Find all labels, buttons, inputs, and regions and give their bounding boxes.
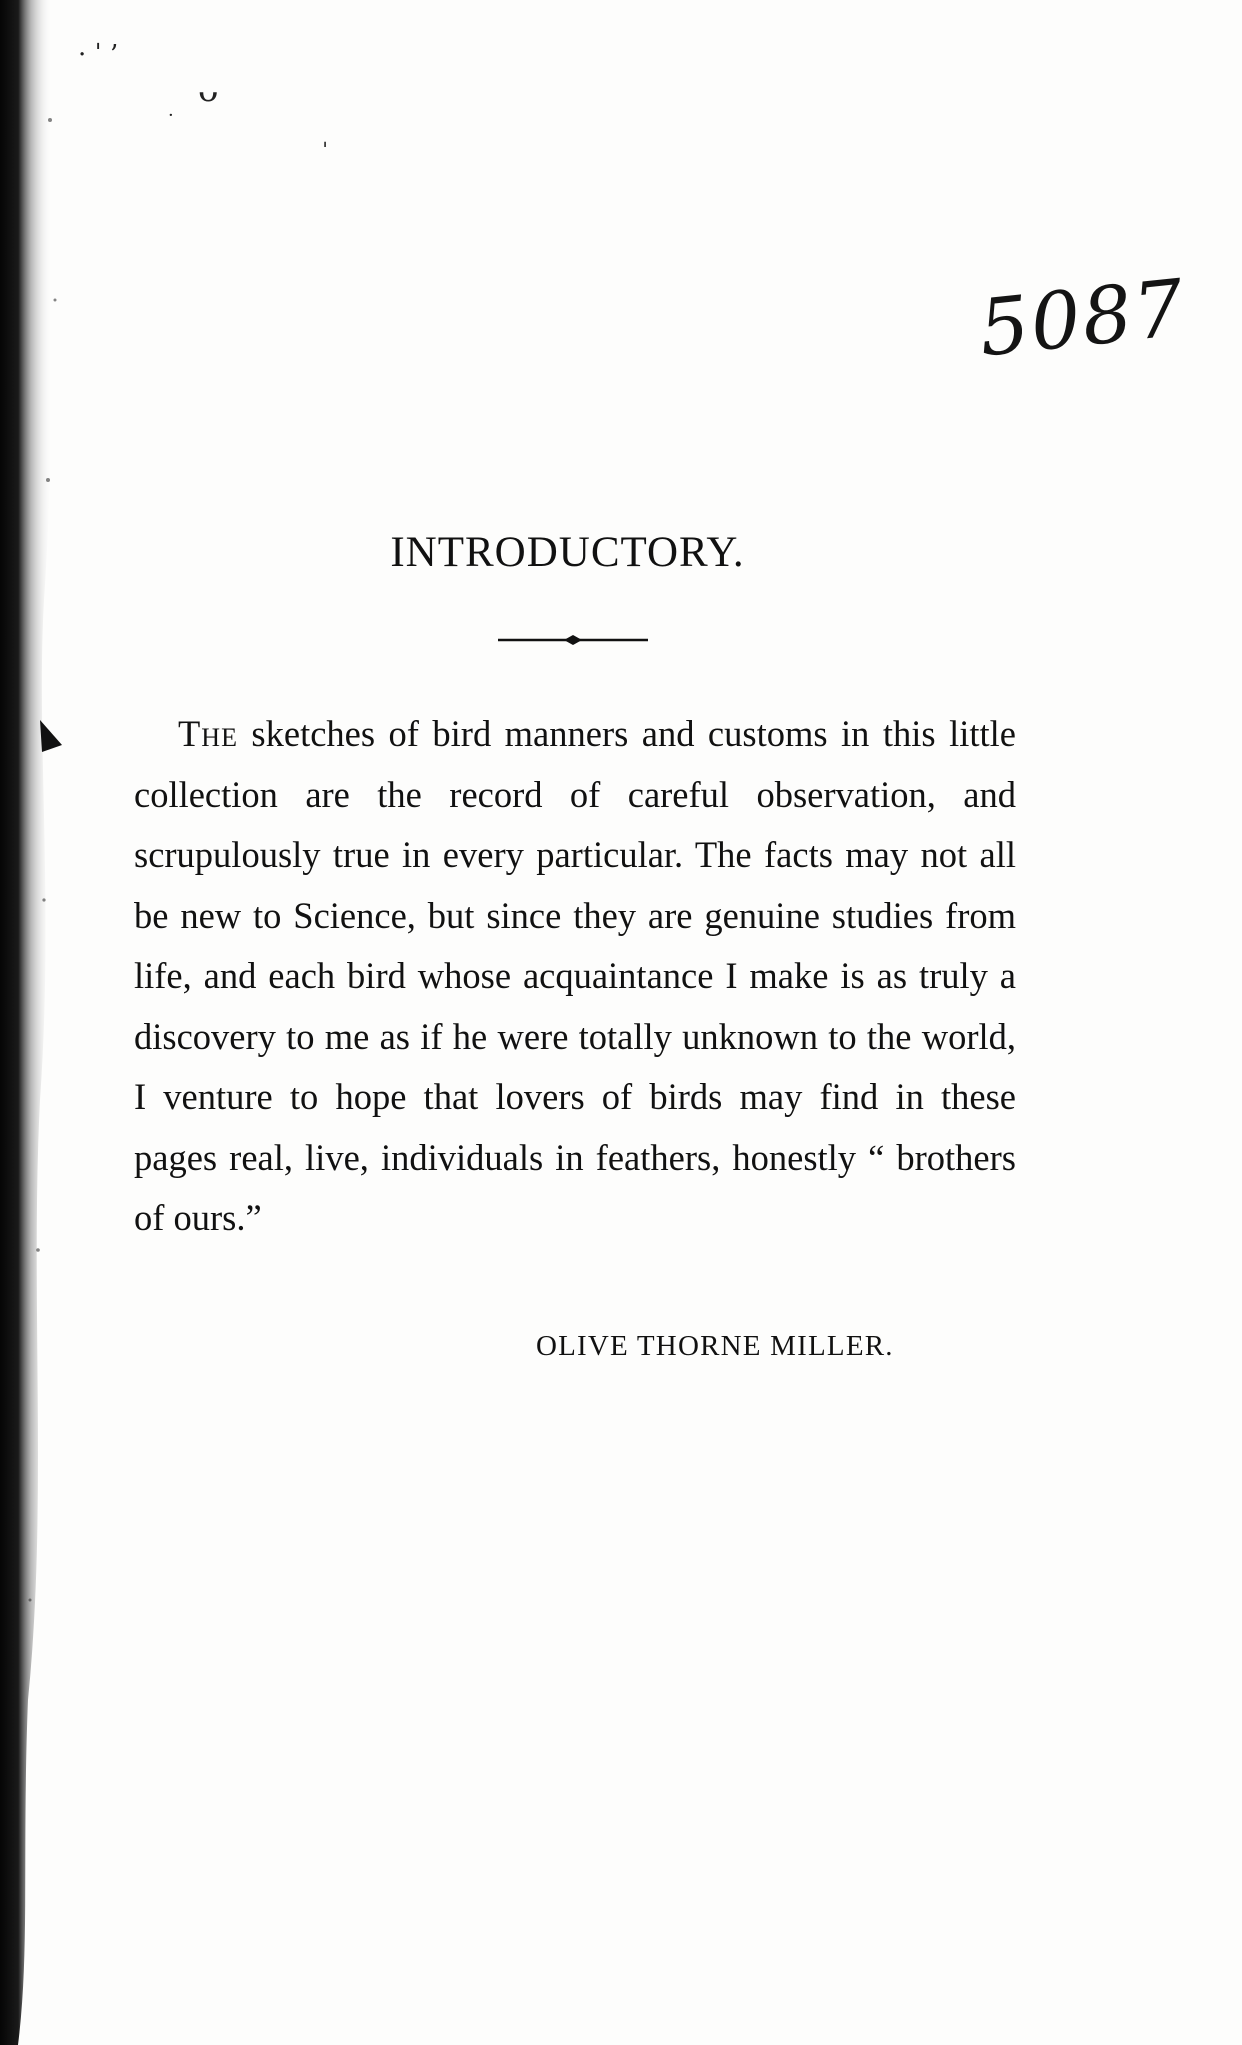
- paragraph-text: sketches of bird manners and customs in this little collection are the record of careful observation, and scrupulously true in every particular. The facts may not all be new to Science, but since they are genuine studies from life, and each bird whose acquaintance I make is as truly a discovery to me as if he were totally unknown to the world, I venture to hope that lovers of birds may find in these pages real, live, individuals in feathers, honestly “ brothers of ours.”: [134, 713, 1016, 1238]
- drop-word: The: [178, 713, 238, 754]
- binding-edge-shadow: [0, 0, 70, 2045]
- author-signature: OLIVE THORNE MILLER.: [536, 1330, 894, 1362]
- handwritten-catalog-number: 5087: [975, 263, 1190, 375]
- stray-mark: ᴗ: [198, 70, 219, 110]
- stray-mark: · ˈ ’: [78, 40, 119, 70]
- ornament-divider: [498, 630, 648, 650]
- introduction-body: [134, 704, 1016, 1249]
- introduction-paragraph: [134, 704, 1016, 1249]
- stray-mark: ·: [168, 105, 174, 126]
- stray-mark: ˌ: [322, 125, 329, 150]
- page-title: INTRODUCTORY.: [390, 529, 745, 576]
